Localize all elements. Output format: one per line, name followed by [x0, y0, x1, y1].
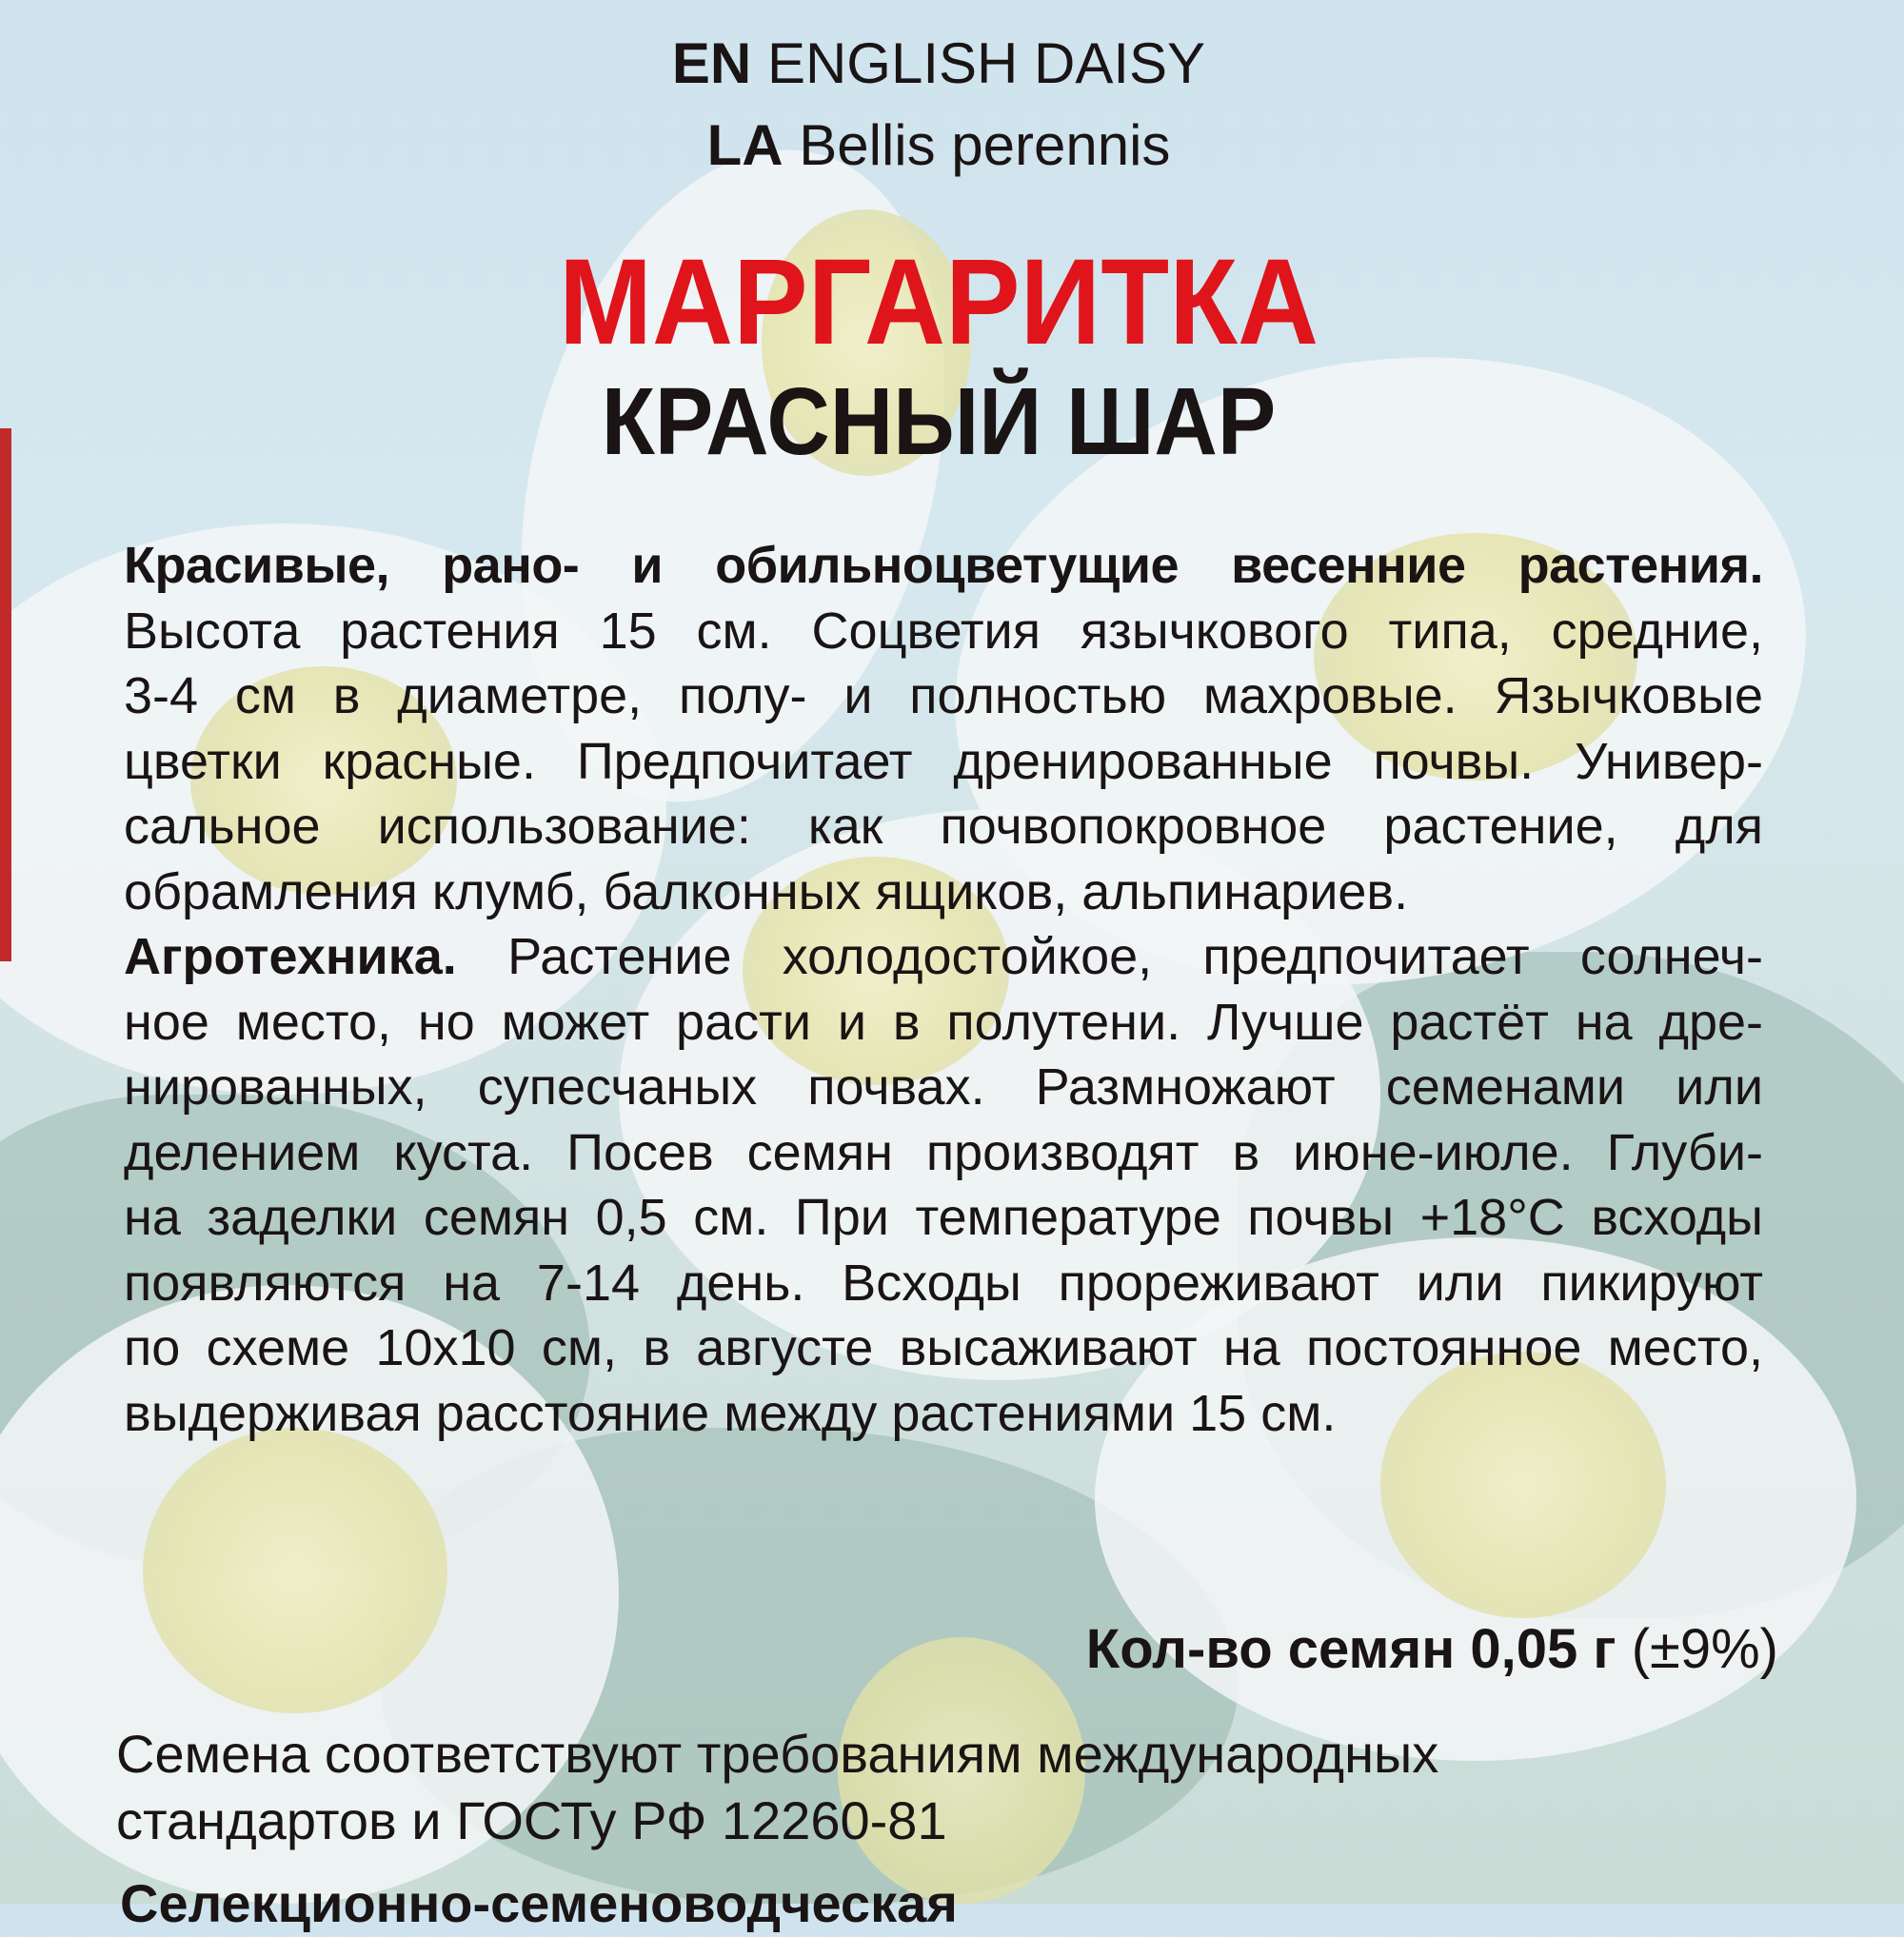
red-edge-strip: [0, 428, 11, 961]
agro-line: по схеме 10х10 см, в августе высаживают на постоянное место,: [124, 1319, 1763, 1376]
cut-off-text: Селекционно-семеноводческая: [120, 1873, 958, 1933]
description-lead: Красивые, рано- и обильноцветущие весенние растения.: [124, 537, 1763, 594]
la-code: LA: [706, 113, 783, 177]
gost-statement: [116, 1721, 1438, 1854]
agro-first-line: [124, 924, 1763, 990]
description-line: цветки красные. Предпочитает дренированные почвы. Универ-: [124, 732, 1763, 790]
agro-text: Растение холодостойкое, предпочитает солнеч-: [507, 928, 1763, 985]
quantity-label: Кол-во семян 0,05 г: [1085, 1618, 1616, 1680]
agro-line: нированных, супесчаных почвах. Размножают семенами или: [124, 1058, 1763, 1116]
agro-label: Агротехника.: [124, 928, 457, 985]
description-line: сальное использование: как почвопокровное растение, для: [124, 798, 1763, 855]
agro-line: ное место, но может расти и в полутени. Лучше растёт на дре-: [124, 993, 1763, 1051]
english-name: [0, 30, 1877, 97]
description-line: Высота растения 15 см. Соцветия язычкового типа, средние,: [124, 602, 1763, 660]
description-line: обрамления клумб, балконных ящиков, альпинариев.: [124, 862, 1409, 920]
agro-line: делением куста. Посев семян производят в июне-июле. Глуби-: [124, 1123, 1763, 1181]
gost-line: Семена соответствуют требованиям международных: [116, 1724, 1439, 1784]
description-line: 3-4 см в диаметре, полу- и полностью махровые. Язычковые: [124, 667, 1763, 724]
agro-line: появляются на 7-14 день. Всходы прореживают или пикируют: [124, 1254, 1763, 1312]
agro-line: на заделки семян 0,5 см. При температуре почвы +18°С всходы: [124, 1189, 1763, 1246]
quantity-tolerance: (±9%): [1631, 1618, 1778, 1680]
en-code: EN: [671, 31, 752, 95]
description-block: [124, 533, 1763, 1446]
variety-name: КРАСНЫЙ ШАР: [601, 368, 1277, 475]
gost-line: стандартов и ГОСТу РФ 12260-81: [116, 1790, 947, 1850]
la-name: Bellis perennis: [799, 113, 1171, 177]
seed-quantity: [1086, 1616, 1778, 1683]
latin-name: [0, 112, 1877, 179]
en-name: ENGLISH DAISY: [766, 31, 1206, 95]
product-title: МАРГАРИТКА: [558, 234, 1319, 370]
agro-line: выдерживая расстояние между растениями 15 см.: [124, 1384, 1337, 1442]
